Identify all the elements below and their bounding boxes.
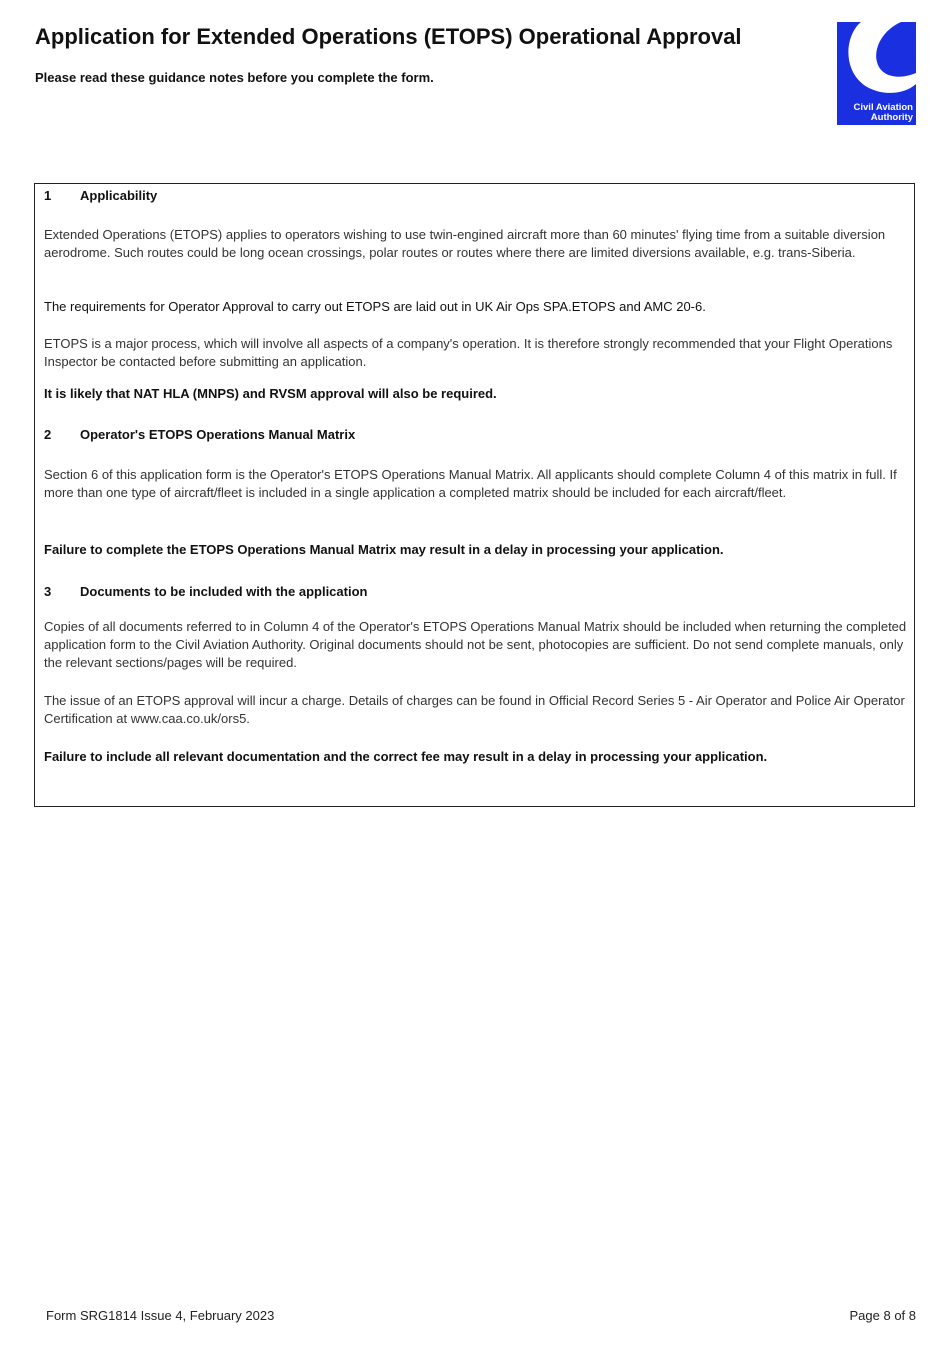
section-number: 2 xyxy=(44,427,52,442)
section-title: Applicability xyxy=(80,188,158,203)
paragraph: Copies of all documents referred to in Column 4 of the Operator's ETOPS Operations Manual Matrix should be included when returning the completed application form to the Civil Aviation Authority. Original documents should not be sent, photocopies are sufficient. Do not send complete manuals, only the relevant sections/pages will be required. xyxy=(44,619,907,670)
paragraph: Extended Operations (ETOPS) applies to operators wishing to use twin-engined aircraft more than 60 minutes' flying time from a suitable diversion aerodrome. Such routes could be long ocean crossings, polar routes or routes where there are limited diversions available, e.g. trans-Siberia. xyxy=(44,227,886,260)
paragraph: The issue of an ETOPS approval will incur a charge. Details of charges can be found in Official Record Series 5 - Air Operator and Police Air Operator Certification at www.caa.co.uk/ors5. xyxy=(44,693,905,726)
section-heading-applicability xyxy=(44,187,157,205)
paragraph-emphasis: Failure to include all relevant documentation and the correct fee may result in a delay in processing your application. xyxy=(44,749,768,764)
page-number: Page 8 of 8 xyxy=(849,1308,916,1323)
paragraph-emphasis: Failure to complete the ETOPS Operations Manual Matrix may result in a delay in processing your application. xyxy=(44,542,724,557)
section-number: 1 xyxy=(44,188,52,203)
section-title: Operator's ETOPS Operations Manual Matrix xyxy=(80,427,356,442)
paragraph: The requirements for Operator Approval to carry out ETOPS are laid out in UK Air Ops SPA.ETOPS and AMC 20-6. xyxy=(44,299,706,314)
section-heading-documents xyxy=(44,583,367,601)
guidance-notes-box xyxy=(34,183,915,807)
paragraph: Section 6 of this application form is the Operator's ETOPS Operations Manual Matrix. All applicants should complete Column 4 of this matrix in full. If more than one type of aircraft/fleet is included in a single application a completed matrix should be included for each aircraft/fleet. xyxy=(44,467,897,500)
paragraph-emphasis: It is likely that NAT HLA (MNPS) and RVSM approval will also be required. xyxy=(44,386,497,401)
logo-text-line2: Authority xyxy=(870,112,913,123)
section-title: Documents to be included with the application xyxy=(80,584,368,599)
form-reference: Form SRG1814 Issue 4, February 2023 xyxy=(46,1308,275,1323)
section-heading-ops-manual-matrix xyxy=(44,426,355,444)
page-subtitle: Please read these guidance notes before you complete the form. xyxy=(35,70,434,85)
page-title: Application for Extended Operations (ETOPS) Operational Approval xyxy=(35,24,742,49)
logo-text-line1: Civil Aviation xyxy=(853,102,913,113)
caa-logo xyxy=(837,22,916,125)
paragraph: ETOPS is a major process, which will involve all aspects of a company's operation. It is therefore strongly recommended that your Flight Operations Inspector be contacted before submitting an application. xyxy=(44,336,893,369)
section-number: 3 xyxy=(44,584,52,599)
